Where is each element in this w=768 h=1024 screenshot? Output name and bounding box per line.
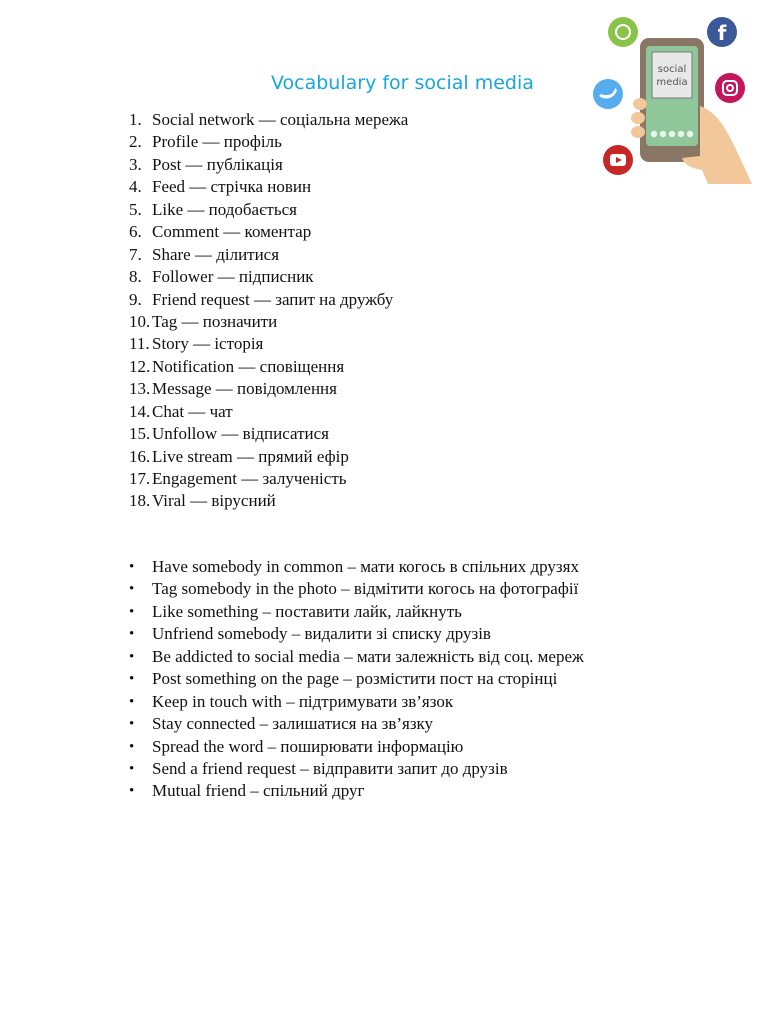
facebook-icon (707, 17, 737, 47)
bullet-item-text: Post something on the page – розмістити пост на сторінці (152, 669, 558, 689)
list-item (0, 401, 768, 423)
list-item-text: Story — історія (152, 334, 264, 354)
list-item-number: 13. (129, 379, 151, 399)
bullet-item-text: Be addicted to social media – мати залежність від соц. мереж (152, 646, 584, 666)
list-item-number: 14. (129, 401, 151, 421)
phrases-bullet-list (0, 556, 768, 803)
list-item (0, 311, 768, 333)
bullet-item (0, 668, 768, 690)
list-item-number: 1. (129, 110, 142, 129)
bullet-marker: • (129, 671, 135, 688)
bullet-marker: • (129, 559, 135, 575)
bullet-item (0, 758, 768, 780)
bullet-item (0, 578, 768, 600)
list-item-text: Social network — соціальна мережа (152, 110, 409, 129)
list-item-number: 6. (129, 222, 142, 242)
list-item (0, 154, 768, 176)
whatsapp-icon (608, 17, 638, 47)
list-item-text: Follower — підписник (152, 267, 314, 287)
bullet-marker: • (129, 626, 135, 643)
phone-text-media: media (656, 77, 688, 88)
list-item-text: Profile — профіль (152, 132, 282, 152)
list-item-number: 4. (129, 177, 142, 197)
bullet-marker: • (129, 581, 135, 598)
list-item-number: 8. (129, 267, 142, 287)
bullet-item (0, 736, 768, 758)
list-item-text: Comment — коментар (152, 222, 312, 242)
list-item (0, 490, 768, 512)
bullet-item (0, 691, 768, 713)
list-item-text: Engagement — залученість (152, 469, 347, 488)
twitter-icon (593, 79, 623, 109)
list-item-number: 3. (129, 154, 142, 174)
list-item-text: Post — публікація (152, 154, 283, 174)
bullet-marker: • (129, 783, 135, 800)
bullet-item (0, 556, 768, 578)
list-item-text: Friend request — запит на дружбу (152, 289, 394, 309)
list-item-text: Like — подобається (152, 199, 297, 219)
list-item-number: 15. (129, 424, 151, 444)
bullet-item (0, 646, 768, 668)
list-item-text: Unfollow — відписатися (152, 424, 330, 444)
bullet-item (0, 713, 768, 735)
instagram-icon (715, 73, 745, 103)
bullet-item-text: Spread the word – поширювати інформацію (152, 736, 464, 756)
list-item (0, 266, 768, 288)
list-item-number: 17. (129, 469, 151, 488)
list-item-number: 18. (129, 491, 151, 511)
list-item-text: Share — ділитися (152, 244, 280, 264)
bullet-item-text: Have somebody in common – мати когось в спільних друзях (152, 557, 579, 576)
list-item (0, 356, 768, 378)
list-item-text: Tag — позначити (152, 311, 278, 331)
list-item (0, 221, 768, 243)
bullet-item-text: Tag somebody in the photo – відмітити когось на фотографії (152, 579, 579, 599)
list-item (0, 423, 768, 445)
list-item-number: 9. (129, 289, 142, 309)
phone-text-social: social (657, 64, 687, 75)
list-item-text: Live stream — прямий ефір (152, 446, 349, 466)
bullet-marker: • (129, 648, 135, 665)
list-item-text: Feed — стрічка новин (152, 177, 312, 197)
list-item (0, 109, 768, 131)
list-item (0, 446, 768, 468)
list-item (0, 176, 768, 198)
list-item-number: 10. (129, 311, 151, 331)
list-item-text: Viral — вірусний (152, 491, 276, 511)
bullet-item-text: Keep in touch with – підтримувати зв’язок (152, 691, 454, 711)
bullet-item-text: Send a friend request – відправити запит до друзів (152, 758, 508, 778)
list-item-number: 5. (129, 199, 142, 219)
list-item-number: 12. (129, 356, 151, 376)
svg-text:f: f (717, 21, 727, 45)
bullet-item (0, 601, 768, 623)
list-item-number: 7. (129, 244, 142, 264)
page-title: Vocabulary for social media (271, 72, 534, 94)
list-item-number: 2. (129, 132, 142, 152)
list-item (0, 199, 768, 221)
list-item-text: Notification — сповіщення (152, 356, 345, 376)
bullet-marker: • (129, 716, 135, 733)
phone-label-box (652, 52, 692, 98)
bullet-marker: • (129, 738, 135, 755)
list-item (0, 131, 768, 153)
list-item (0, 289, 768, 311)
bullet-item (0, 780, 768, 802)
list-item (0, 333, 768, 355)
list-item (0, 468, 768, 490)
vocabulary-numbered-list (0, 109, 768, 513)
bullet-marker: • (129, 603, 135, 620)
bullet-item-text: Unfriend somebody – видалити зі списку друзів (152, 624, 491, 644)
list-item-text: Message — повідомлення (152, 379, 337, 399)
bullet-marker: • (129, 693, 135, 710)
bullet-item (0, 623, 768, 645)
list-item-number: 11. (129, 334, 150, 354)
bullet-item-text: Like something – поставити лайк, лайкнуть (152, 601, 462, 621)
list-item-number: 16. (129, 446, 151, 466)
bullet-item-text: Stay connected – залишатися на зв’язку (152, 714, 434, 734)
list-item (0, 244, 768, 266)
list-item (0, 378, 768, 400)
bullet-item-text: Mutual friend – спільний друг (152, 781, 365, 801)
list-item-text: Chat — чат (152, 401, 233, 421)
bullet-marker: • (129, 760, 135, 777)
